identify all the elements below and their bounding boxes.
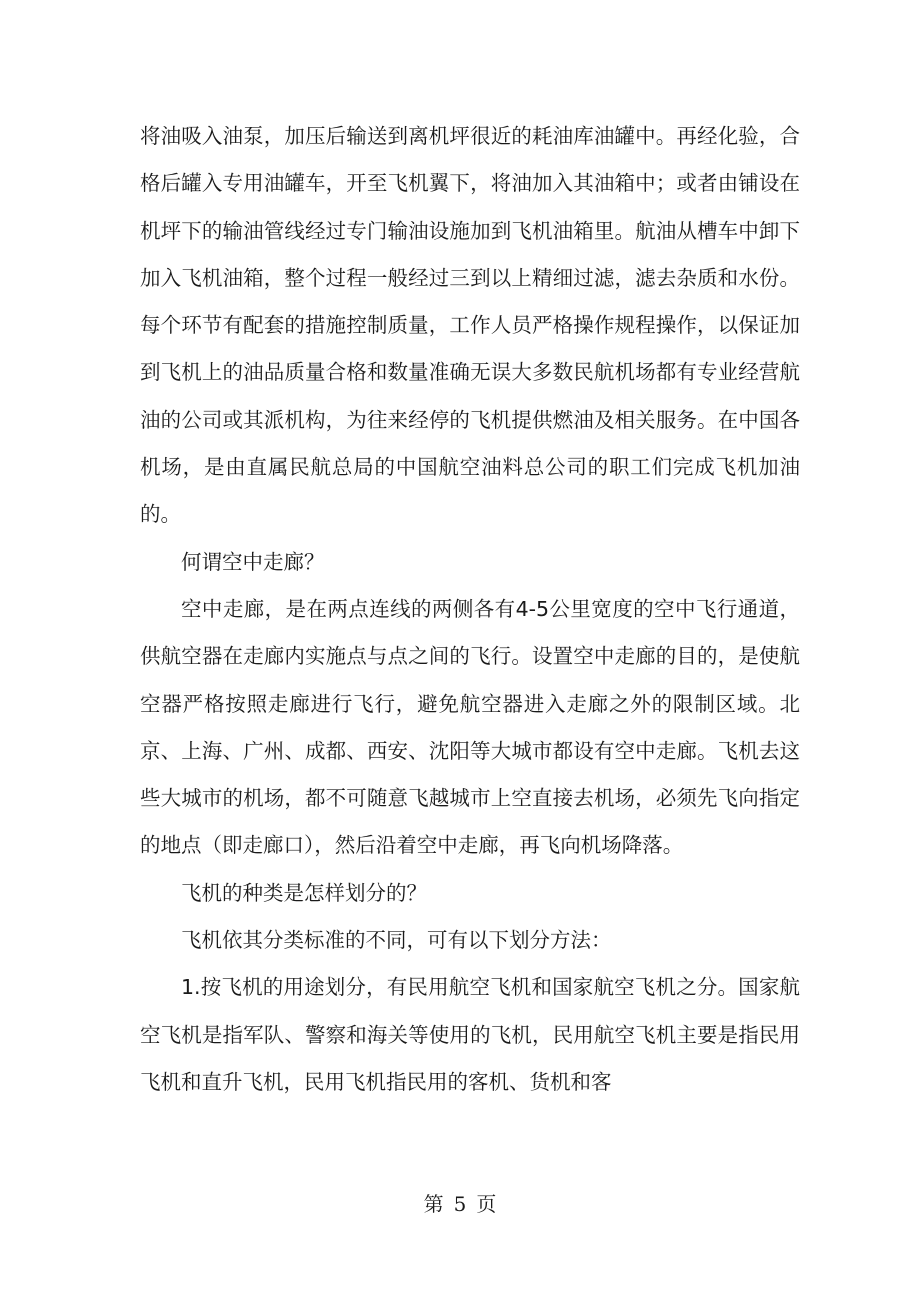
footer-prefix: 第 [423,1192,444,1216]
body-text [140,113,800,1106]
paragraph-aircraft-types-intro: 飞机依其分类标准的不同，可有以下划分方法： [181,928,612,953]
page-number: 5 [453,1192,467,1216]
page-footer [0,1188,920,1220]
paragraph-aircraft-types-by-use: 1.按飞机的用途划分，有民用航空飞机和国家航空飞机之分。国家航空飞机是指军队、警察和海关等使用的飞机，民用航空飞机主要是指民用飞机和直升飞机，民用飞机指民用的客机、货机和客 [140,975,800,1094]
paragraph-air-corridor-answer: 空中走廊，是在两点连线的两侧各有4-5公里宽度的空中飞行通道，供航空器在走廊内实施点与点之间的飞行。设置空中走廊的目的，是使航空器严格按照走廊进行飞行，避免航空器进入走廊之外的限制区域。北京、上海、广州、成都、西安、沈阳等大城市都设有空中走廊。飞机去这些大城市的机场，都不可随意飞越城市上空直接去机场，必须先飞向指定的地点（即走廊口），然后沿着空中走廊，再飞向机场降落。 [140,596,800,858]
paragraph-air-corridor-question: 何谓空中走廊？ [181,549,325,574]
paragraph-fueling-process: 将油吸入油泵，加压后输送到离机坪很近的耗油库油罐中。再经化验，合格后罐入专用油罐车，开至飞机翼下，将油加入其油箱中；或者由铺设在机坪下的输油管线经过专门输油设施加到飞机油箱里。航油从槽车中卸下加入飞机油箱，整个过程一般经过三到以上精细过滤，滤去杂质和水份。每个环节有配套的措施控制质量，工作人员严格操作规程操作，以保证加到飞机上的油品质量合格和数量准确无误大多数民航机场都有专业经营航油的公司或其派机构，为往来经停的飞机提供燃油及相关服务。在中国各机场，是由直属民航总局的中国航空油料总公司的职工们完成飞机加油的。 [140,124,800,527]
paragraph-aircraft-types-question: 飞机的种类是怎样划分的？ [181,880,427,905]
footer-suffix: 页 [476,1192,497,1216]
